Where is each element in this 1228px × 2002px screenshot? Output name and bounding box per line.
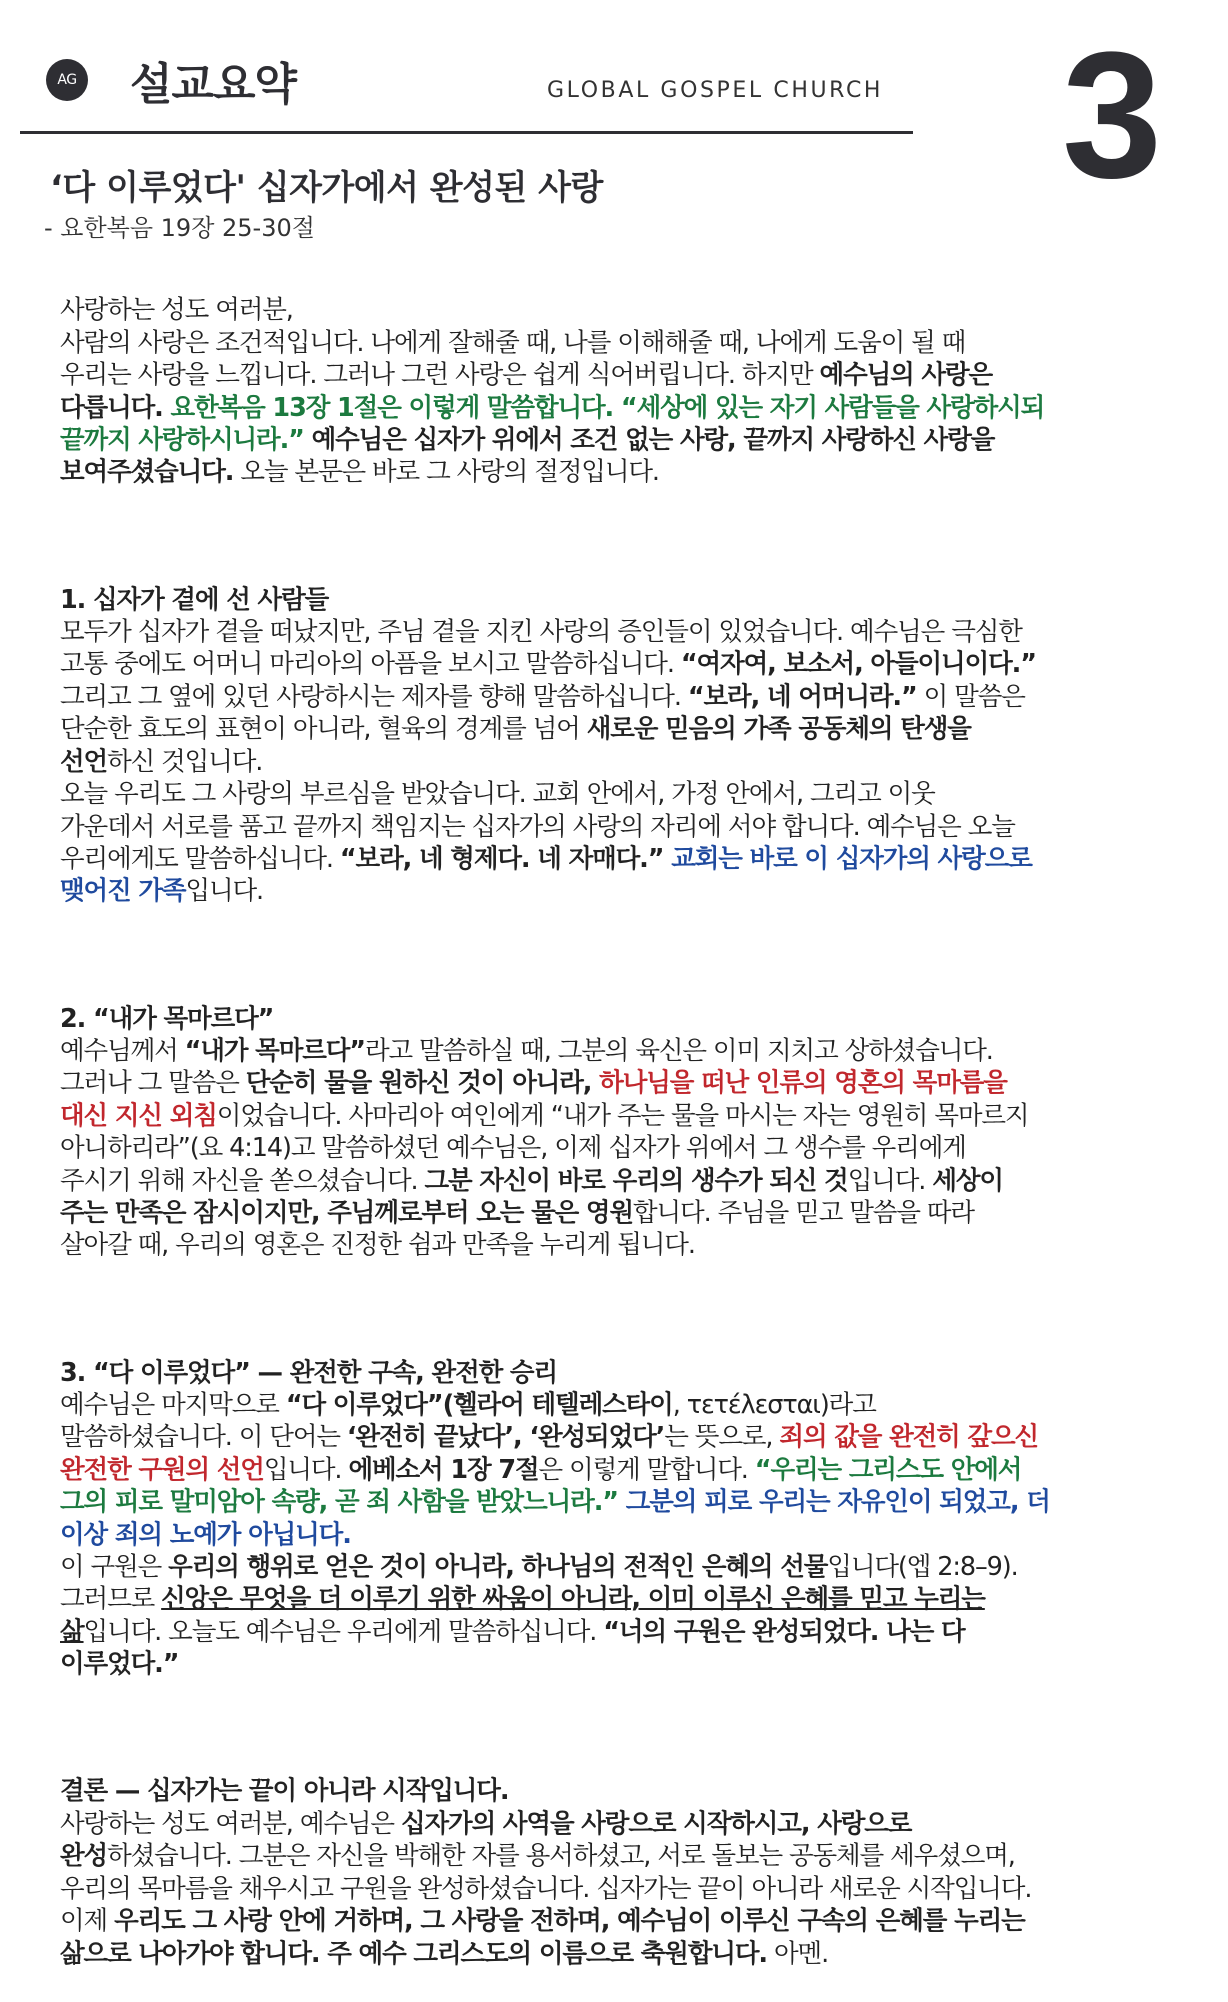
section-heading: 2. “내가 목마르다” (60, 1003, 274, 1034)
section-emphasis: 새로운 믿음의 가족 공동체의 탄생을 선언 (60, 714, 971, 777)
section-emphasis: 그분 자신이 바로 우리의 생수가 되신 것 (424, 1165, 848, 1196)
section-text: 입니다. (263, 1454, 349, 1485)
sermon-body (60, 262, 1180, 2002)
intro-paragraph (60, 294, 1180, 488)
section-text: 이 말씀은 단순한 효도의 표현이 아니라, 혈육의 경계를 넘어 (60, 681, 1025, 745)
section-emphasis: 우리도 그 사랑 안에 거하며, 그 사랑을 전하며, 예수님이 이루신 구속의 은혜를 누리는 삶으로 나아가야 합니다. 주 예수 그리스도의 이름으로 축원합니다. (60, 1906, 1025, 1969)
section-text: 입니다(엡 2:8–9). 그러므로 (60, 1552, 1018, 1615)
church-name: GLOBAL GOSPEL CHURCH (547, 78, 884, 103)
blue-highlight: 교회는 바로 이 십자가의 사랑으로 맺어진 가족 (60, 843, 1032, 907)
intro-emphasis: 예수님은 십자가 위에서 조건 없는 사랑, 끝까지 사랑하신 사랑을 보여주셨습니다. (60, 425, 995, 488)
quote-emphasis: “너의 구원은 완성되었다. 나는 다 이루었다.” (60, 1616, 965, 1680)
quote-emphasis: “내가 목마르다” (184, 1035, 365, 1066)
section-text: 예수님께서 (60, 1035, 178, 1066)
sermon-title: ‘다 이루었다' 십자가에서 완성된 사랑 (50, 168, 603, 208)
quote-emphasis: “보라, 네 어머니라.” (687, 681, 917, 712)
section-text: 합니다. 주님을 믿고 말씀을 따라 살아갈 때, 우리의 영혼은 진정한 쉼과 만족을 누리게 됩니다. (60, 1197, 974, 1261)
section-text: 모두가 십자가 곁을 떠났지만, 주님 곁을 지킨 사랑의 증인들이 있었습니다. 예수님은 극심한 고통 중에도 어머니 마리아의 아픔을 보시고 말씀하십니다. (60, 617, 1022, 680)
section-text: 은 이렇게 말합니다. (538, 1454, 755, 1485)
section-text: 이었습니다. 사마리아 여인에게 “내가 주는 물을 마시는 자는 영원히 목마르지 아니하리라”(요 4:14)고 말씀하셨던 예수님은, 이제 십자가 위에서 그 생수를 우리에게 주시기 위해 자신을 쏟으셨습니다. (60, 1100, 1029, 1196)
scripture-reference-emphasis: 에베소서 1장 7절 (348, 1454, 539, 1485)
section-text: 입니다. (847, 1165, 933, 1196)
header-divider (20, 131, 913, 134)
section-heading: 3. “다 이루었다” — 완전한 구속, 완전한 승리 (60, 1357, 557, 1388)
section-2 (60, 1003, 1180, 1262)
scripture-reference: - 요한복음 19장 25-30절 (44, 214, 315, 242)
section-text: 예수님은 마지막으로 (60, 1390, 279, 1420)
red-highlight: 하나님을 떠난 인류의 영혼의 목마름을 대신 지신 외침 (60, 1068, 1007, 1131)
section-emphasis: 십자가의 사역을 사랑으로 시작하시고, 사랑으로 완성 (60, 1808, 912, 1872)
quote-emphasis: “여자여, 보소서, 아들이니이다.” (680, 649, 1036, 680)
intro-emphasis: 예수님의 사랑은 다릅니다. (60, 360, 993, 423)
section-text: 아멘. (767, 1938, 829, 1969)
section-emphasis: 세상이 주는 만족은 잠시이지만, 주님께로부터 오는 물은 영원 (60, 1165, 1003, 1228)
section-text: 사랑하는 성도 여러분, 예수님은 (60, 1808, 394, 1839)
intro-text: 오늘 본문은 바로 그 사랑의 절정입니다. (233, 457, 659, 488)
section-emphasis: 단순히 물을 원하신 것이 아니라, (245, 1068, 592, 1099)
section-text: , τετέλεσται)라고 말씀하셨습니다. 이 단어는 (60, 1390, 876, 1453)
section-emphasis: ‘완전히 끝났다’, ‘완성되었다’ (346, 1422, 665, 1453)
section-heading: 결론 — 십자가는 끝이 아니라 시작입니다. (60, 1776, 509, 1807)
section-text: 이 구원은 (60, 1552, 162, 1583)
church-logo: AG (46, 59, 88, 101)
section-text: 입니다. 오늘도 예수님은 우리에게 말씀하십니다. (83, 1616, 604, 1647)
quote-emphasis: “보라, 네 형제다. 네 자매다.” (339, 843, 664, 874)
section-emphasis: 우리의 행위로 얻은 것이 아니라, 하나님의 전적인 은혜의 선물 (168, 1552, 828, 1583)
document-title: 설교요약 (130, 59, 297, 110)
section-1 (60, 584, 1180, 908)
red-highlight: 죄의 값을 완전히 갚으신 완전한 구원의 선언 (60, 1422, 1039, 1485)
section-text: 하셨습니다. 그분은 자신을 박해한 자를 용서하셨고, 서로 돌보는 공동체를 세우셨으며, 우리의 목마름을 채우시고 구원을 완성하셨습니다. 십자가는 끝이 아니라 새로운 시작입니다. 이제 (60, 1841, 1032, 1937)
conclusion (60, 1775, 1180, 1969)
section-text: 입니다. (185, 876, 264, 907)
section-heading: 1. 십자가 곁에 선 사람들 (60, 584, 329, 615)
section-3 (60, 1357, 1180, 1681)
underlined-emphasis: 신앙은 무엇을 더 이루기 위한 싸움이 아니라, 이미 이루신 은혜를 믿고 누리는 삶 (60, 1584, 985, 1647)
intro-scripture-quote: 요한복음 13장 1절은 이렇게 말씀합니다. “세상에 있는 자기 사람들을 사랑하시되 끝까지 사랑하시니라.” (60, 392, 1045, 456)
quote-emphasis: “다 이루었다”(헬라어 테텔레스타이 (285, 1390, 673, 1420)
blue-highlight: 그분의 피로 우리는 자유인이 되었고, 더 이상 죄의 노예가 아닙니다. (60, 1487, 1050, 1550)
section-text: 그리고 그 옆에 있던 사랑하시는 제자를 향해 말씀하십니다. (60, 681, 681, 712)
intro-text: 사랑하는 성도 여러분, 사람의 사랑은 조건적입니다. 나에게 잘해줄 때, 나를 이해해줄 때, 나에게 도움이 될 때 우리는 사랑을 느낍니다. 그러나 그런 사랑은 쉽게 식어버립니다. 하지만 (60, 295, 966, 391)
green-scripture-quote: “우리는 그리스도 안에서 그의 피로 말미암아 속량, 곧 죄 사함을 받았느니라.” (60, 1454, 1022, 1518)
section-text: 는 뜻으로, (664, 1422, 780, 1453)
summary-number: 3 (1062, 15, 1163, 216)
section-text: 하신 것입니다. 오늘 우리도 그 사랑의 부르심을 받았습니다. 교회 안에서, 가정 안에서, 그리고 이웃 가운데서 서로를 품고 끝까지 책임지는 십자가의 사랑의 자리에 서야 합니다. 예수님은 오늘 우리에게도 말씀하십니다. (60, 746, 1015, 874)
section-text: 라고 말씀하실 때, 그분의 육신은 이미 지치고 상하셨습니다. 그러나 그 말씀은 (60, 1035, 993, 1099)
